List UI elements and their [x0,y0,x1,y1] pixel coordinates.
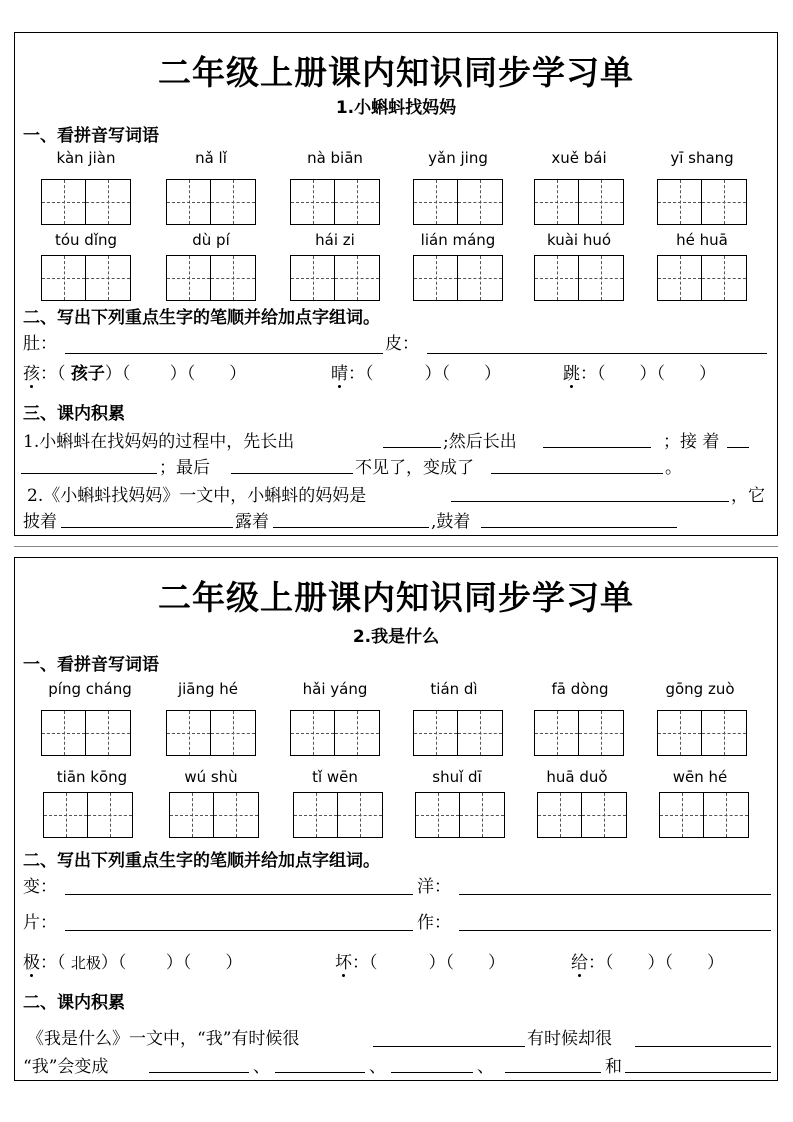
answer-line[interactable] [275,1072,365,1073]
writing-grid[interactable] [290,710,380,756]
answer-line[interactable] [459,930,771,931]
lesson-title: 1.小蝌蚪找妈妈 [335,98,457,118]
pinyin-label: hái zi [315,231,355,249]
question-1-part-c: “我”会变成 [23,1057,109,1077]
pinyin-label: tiān kōng [56,768,128,786]
writing-grid[interactable] [657,179,747,225]
pinyin-label: xuě bái [551,149,607,167]
answer-line[interactable] [231,473,353,474]
answer-line[interactable] [625,1072,771,1073]
section-heading-review: 二、课内积累 [23,993,125,1013]
pinyin-label: nà biān [307,149,363,167]
writing-grid[interactable] [413,255,503,301]
pinyin-label: hǎi yáng [302,680,368,698]
answer-line[interactable] [61,527,233,528]
question-1-part-a: 1.小蝌蚪在找妈妈的过程中，先长出 [23,432,295,452]
pinyin-label: jiāng hé [177,680,239,698]
pinyin-label: tián dì [430,680,478,698]
question-2-part-c: 披着 [23,512,57,532]
writing-grid[interactable] [657,710,747,756]
pinyin-label: tǐ wēn [312,768,358,786]
writing-grid[interactable] [537,792,627,838]
char-label-bian: 变： [23,877,57,897]
pinyin-label: dù pí [192,231,230,249]
section-heading-pinyin: 一、看拼音写词语 [23,655,159,675]
list-separator: 、 [369,1057,386,1077]
answer-line[interactable] [505,1072,601,1073]
question-2-part-e: ,鼓着 [431,512,471,532]
conjunction-and: 和 [605,1057,622,1077]
answer-line[interactable] [383,447,441,448]
worksheet-2 [14,557,778,1081]
section-heading-review: 三、课内积累 [23,404,125,424]
writing-grid[interactable] [41,255,131,301]
question-1-part-c: ；接 着 [663,432,720,452]
pinyin-label: nǎ lǐ [195,149,227,167]
worksheet-title: 二年级上册课内知识同步学习单 [158,53,634,92]
word-group-gei: 给：（ ）（ ） [571,948,724,973]
pinyin-label: lián máng [420,231,496,249]
char-label-pi: 皮： [385,334,419,354]
answer-line[interactable] [543,447,651,448]
answer-line[interactable] [727,447,749,448]
writing-grid[interactable] [413,710,503,756]
answer-line[interactable] [65,930,413,931]
writing-grid[interactable] [415,792,505,838]
question-1-part-f: 。 [665,458,682,478]
answer-line[interactable] [391,1072,473,1073]
word-group-huai: 坏：（ ）（ ） [335,948,505,973]
question-2-part-d: 露着 [235,512,269,532]
writing-grid[interactable] [43,792,133,838]
pinyin-label: tóu dǐng [54,231,118,249]
writing-grid[interactable] [41,710,131,756]
writing-grid[interactable] [290,255,380,301]
writing-grid[interactable] [534,255,624,301]
pinyin-label: huā duǒ [546,768,608,786]
pinyin-label: píng cháng [48,680,132,698]
word-group-hai: 孩：（ 孩子）（ ）（ ） [23,359,246,384]
answer-line[interactable] [635,1046,771,1047]
pinyin-label: shuǐ dī [432,768,482,786]
char-label-zuo: 作： [417,913,451,933]
answer-line[interactable] [21,473,157,474]
answer-line[interactable] [481,527,677,528]
question-1-part-b: 有时候却很 [527,1029,612,1049]
pinyin-label: wú shù [184,768,238,786]
section-heading-strokes: 二、写出下列重点生字的笔顺并给加点字组词。 [23,851,380,871]
writing-grid[interactable] [293,792,383,838]
writing-grid[interactable] [41,179,131,225]
example-word: 北极 [70,954,101,972]
word-group-ji: 极：（ 北极）（ ）（ ） [23,948,242,973]
writing-grid[interactable] [659,792,749,838]
writing-grid[interactable] [166,179,256,225]
char-label-du: 肚： [23,334,57,354]
pinyin-label: kàn jiàn [56,149,116,167]
answer-line[interactable] [373,1046,525,1047]
writing-grid[interactable] [169,792,259,838]
answer-line[interactable] [149,1072,249,1073]
worksheet-title: 二年级上册课内知识同步学习单 [158,578,634,617]
writing-grid[interactable] [290,179,380,225]
question-1-part-e: 不见了，变成了 [355,458,474,478]
question-2-part-a: 2.《小蝌蚪找妈妈》一文中，小蝌蚪的妈妈是 [27,486,367,506]
writing-grid[interactable] [166,710,256,756]
writing-grid[interactable] [657,255,747,301]
char-label-pian: 片： [23,913,57,933]
answer-line[interactable] [273,527,429,528]
pinyin-label: yǎn jing [428,149,488,167]
writing-grid[interactable] [534,179,624,225]
pinyin-label: wēn hé [672,768,728,786]
lesson-title: 2.我是什么 [352,627,440,647]
writing-grid[interactable] [534,710,624,756]
answer-line[interactable] [451,501,729,502]
worksheet-1 [14,32,778,536]
answer-line[interactable] [65,894,413,895]
answer-line[interactable] [491,473,663,474]
question-1-part-a: 《我是什么》一文中，“我”有时候很 [27,1029,300,1049]
question-2-part-b: ，它 [731,486,765,506]
pinyin-label: gōng zuò [665,680,735,698]
pinyin-label: yī shang [670,149,734,167]
page-divider [14,546,778,547]
word-group-qing: 晴：（ ）（ ） [331,359,501,384]
writing-grid[interactable] [413,179,503,225]
question-1-part-b: ;然后长出 [443,432,517,452]
answer-line[interactable] [427,353,767,354]
section-heading-pinyin: 一、看拼音写词语 [23,126,159,146]
pinyin-label: fā dòng [551,680,609,698]
word-group-tiao: 跳：（ ）（ ） [563,359,716,384]
example-word: 孩子 [70,364,105,384]
writing-grid[interactable] [166,255,256,301]
char-label-yang: 洋： [417,877,451,897]
answer-line[interactable] [65,353,383,354]
list-separator: 、 [477,1057,494,1077]
answer-line[interactable] [459,894,771,895]
list-separator: 、 [253,1057,270,1077]
question-1-part-d: ；最后 [159,458,210,478]
section-heading-strokes: 二、写出下列重点生字的笔顺并给加点字组词。 [23,308,380,328]
pinyin-label: kuài huó [546,231,612,249]
pinyin-label: hé huā [676,231,728,249]
